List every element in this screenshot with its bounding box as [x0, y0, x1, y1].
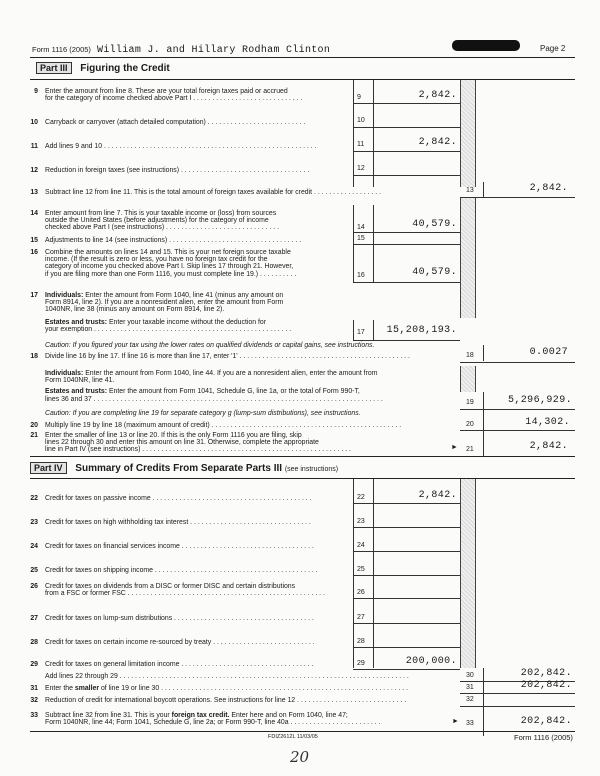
box-label: 19	[466, 399, 474, 406]
part3-heading	[36, 62, 170, 74]
part3-tag: Part III	[36, 62, 72, 74]
box-label: 33	[466, 720, 474, 727]
divider	[30, 79, 575, 80]
line-23: 23 Credit for taxes on high withholding tax interest . . . . . . . . . . . . . . . . . . . . . . . . . . . . . . . .	[30, 519, 311, 526]
divider	[30, 731, 575, 732]
row-rule	[460, 362, 575, 363]
box-divider	[483, 345, 484, 361]
box-label: 26	[357, 589, 365, 596]
box-label: 24	[357, 542, 365, 549]
amount-line-29: 200,000.	[405, 656, 457, 667]
form-id: Form 1116 (2005)	[32, 45, 91, 54]
line-26: 26 Credit for taxes on dividends from a DISC or former DISC and certain distributions from a FSC or former FSC . . . . . . . . . . . . . . . . . . . . . . . . . . . . . . . . . . . . . . . . . . . . . . . . . . . .	[30, 583, 325, 598]
box-label: 10	[357, 117, 365, 124]
line-13: 13 Subtract line 12 from line 11. This is the total amount of foreign taxes available for credit . . . . . . . . . . . . . . . . . .	[30, 189, 382, 196]
box-label: 12	[357, 165, 365, 172]
box-divider	[483, 668, 484, 736]
box-divider	[353, 80, 354, 187]
amount-line-30: 202,842.	[520, 668, 572, 679]
line-25: 25 Credit for taxes on shipping income . . . . . . . . . . . . . . . . . . . . . . . . . . . . . . . . . . . . . . . . . . .	[30, 567, 318, 574]
row-rule	[353, 551, 460, 552]
box-label: 16	[357, 272, 365, 279]
amount-line-14: 40,579.	[412, 219, 457, 230]
box-label: 28	[357, 638, 365, 645]
box-label: 11	[357, 141, 365, 148]
redaction-mark	[452, 40, 520, 51]
shaded-column	[460, 366, 476, 392]
line-10: 10 Carryback or carryover (attach detailed computation) . . . . . . . . . . . . . . . . . . . . . . . . . .	[30, 119, 306, 126]
box-label: 31	[466, 684, 474, 691]
box-label: 29	[357, 660, 365, 667]
row-rule	[353, 527, 460, 528]
box-label: 25	[357, 566, 365, 573]
caution-line-17: Caution: If you figured your tax using the lower rates on qualified dividends or capital gains, see instructions.	[45, 342, 375, 349]
box-label: 15	[357, 235, 365, 242]
box-divider	[373, 320, 374, 341]
row-rule	[353, 575, 460, 576]
arrow-right-icon: ►	[451, 444, 458, 451]
line-14: 14 Enter amount from line 7. This is your taxable income or (loss) from sources outside the United States (before adjustments) for the category of income checked above Part I (see instructions) . . . . . . . . . . . . . . . . . . . . . . . . . . . . . .	[30, 210, 279, 232]
row-rule	[353, 127, 460, 128]
arrow-right-icon: ►	[452, 718, 459, 725]
line-31: 31 Enter the smaller of line 19 or line 30 . . . . . . . . . . . . . . . . . . . . . . . . . . . . . . . . . . . . . . . . . . . . . . . . . . . . . . . . . . . . . . . . .	[30, 685, 409, 692]
box-label: 27	[357, 614, 365, 621]
page-number: Page 2	[540, 44, 566, 53]
amount-line-33: 202,842.	[520, 716, 572, 727]
part4-heading	[30, 462, 338, 474]
line-30: Add lines 22 through 29 . . . . . . . . . . . . . . . . . . . . . . . . . . . . . . . . . . . . . . . . . . . . . . . . . . . . . . . . . . . . . . . . . . . . . . . . . . . .	[45, 673, 409, 680]
line-19: Individuals: Enter the amount from Form 1040, line 44. If you are a nonresident alien, enter the amount from Form 1040NR, line 41. Estates and trusts: Enter the amount from Form 1041, Schedule G, line 1a, or the total of Form 990-T, lines 36 and 37 . . . . . . . . . . . . . . . . . . . . . . . . . . . . . . . . . . . . . . . . . . . . . . . . . . . . . . . . . . . . . . . . . . . . . . . . . . . .	[45, 370, 383, 403]
box-divider	[373, 80, 374, 187]
line-22: 22 Credit for taxes on passive income . . . . . . . . . . . . . . . . . . . . . . . . . . . . . . . . . . . . . . . . . .	[30, 495, 312, 502]
amount-line-16: 40,579.	[412, 267, 457, 278]
box-label: 14	[357, 224, 365, 231]
line-21: 21 Enter the smaller of line 13 or line 20. If this is the only Form 1116 you are filing, skip lines 22 through 30 and enter this amount on line 31. Otherwise, complete the appropriate line in Part IV (see instructions) . . . . . . . . . . . . . . . . . . . . . . . . . . . . . . . . . . . . . . . . . . . . . . . . . . . . . . .	[30, 432, 351, 454]
part4-title: Summary of Credits From Separate Parts III	[75, 463, 283, 474]
row-rule	[353, 340, 460, 341]
part4-subtitle: (see instructions)	[284, 466, 339, 473]
row-rule	[460, 197, 575, 198]
box-label: 17	[357, 329, 365, 336]
row-rule	[353, 232, 460, 233]
box-divider	[483, 392, 484, 457]
amount-line-21: 2,842.	[529, 441, 568, 452]
line-9: 9 Enter the amount from line 8. These are your total foreign taxes paid or accrued for the category of income checked above Part I . . . . . . . . . . . . . . . . . . . . . . . . . . . . .	[34, 88, 303, 103]
part3-title: Figuring the Credit	[80, 63, 170, 74]
box-divider	[373, 479, 374, 668]
box-label: 32	[466, 696, 474, 703]
shaded-column	[460, 198, 476, 318]
line-20: 20 Multiply line 19 by line 18 (maximum amount of credit) . . . . . . . . . . . . . . . . . . . . . . . . . . . . . . . . . . . . . . . . . . . . . . . . . .	[30, 422, 402, 429]
line-32: 32 Reduction of credit for international boycott operations. See instructions for line 12 . . . . . . . . . . . . . . . . . . . . . . . . . . . . .	[30, 697, 407, 704]
box-divider	[353, 320, 354, 341]
row-rule	[460, 706, 575, 707]
box-label: 13	[466, 187, 474, 194]
row-rule	[353, 598, 460, 599]
box-label: 9	[357, 94, 361, 101]
amount-line-22: 2,842.	[418, 490, 457, 501]
row-rule	[353, 669, 460, 670]
row-rule	[353, 244, 460, 245]
handwritten-page-number: 20	[290, 748, 310, 766]
shaded-column	[460, 80, 476, 187]
row-rule	[353, 175, 460, 176]
amount-line-20: 14,302.	[525, 417, 570, 428]
footer-form-label: Form 1116 (2005)	[514, 733, 573, 742]
line-27: 27 Credit for taxes on lump-sum distributions . . . . . . . . . . . . . . . . . . . . . . . . . . . . . . . . . . . . .	[30, 615, 314, 622]
line-15: 15 Adjustments to line 14 (see instructions) . . . . . . . . . . . . . . . . . . . . . . . . . . . . . . . . . . .	[30, 237, 302, 244]
row-rule	[353, 151, 460, 152]
row-rule	[353, 503, 460, 504]
row-rule	[353, 647, 460, 648]
box-divider	[353, 479, 354, 668]
row-rule	[460, 693, 575, 694]
footer-code: FDIZ2612L 11/03/05	[268, 734, 318, 740]
line-29: 29 Credit for taxes on general limitation income . . . . . . . . . . . . . . . . . . . . . . . . . . . . . . . . . . .	[30, 661, 314, 668]
line-12: 12 Reduction in foreign taxes (see instructions) . . . . . . . . . . . . . . . . . . . . . . . . . . . . . . . . . .	[30, 167, 310, 174]
line-11: 11 Add lines 9 and 10 . . . . . . . . . . . . . . . . . . . . . . . . . . . . . . . . . . . . . . . . . . . . . . . . . . . . . . . .	[30, 143, 317, 150]
row-rule	[353, 103, 460, 104]
amount-line-17: 15,208,193.	[386, 325, 457, 336]
line-17: 17 Individuals: Enter the amount from Form 1040, line 41 (minus any amount on Form 8914, line 2). If you are a nonresident alien, enter the amount from Form 1040NR, line 38 (minus any amount on Form 8914, line 2). Estates and trusts: Enter your taxable income without the deduction for your exemption . . . . . . . . . . . . . . . . . . . . . . . . . . . . . . . . . . . . . . . . . . . . . . . . . . . .	[30, 292, 292, 333]
amount-line-18: 0.0027	[529, 347, 568, 358]
divider	[30, 478, 575, 479]
line-28: 28 Credit for taxes on certain income re-sourced by treaty . . . . . . . . . . . . . . . . . . . . . . . . . . .	[30, 639, 315, 646]
box-divider	[483, 182, 484, 198]
row-rule	[460, 430, 575, 431]
box-label: 21	[466, 446, 474, 453]
box-label: 22	[357, 494, 365, 501]
divider	[30, 456, 575, 457]
box-label: 23	[357, 518, 365, 525]
row-rule	[353, 623, 460, 624]
shaded-column	[460, 479, 476, 668]
box-label: 20	[466, 421, 474, 428]
amount-line-11: 2,842.	[418, 137, 457, 148]
amount-line-19: 5,296,929.	[507, 395, 572, 406]
line-33: 33 Subtract line 32 from line 31. This is your foreign tax credit. Enter here and on Form 1040, line 47; Form 1040NR, line 44; Form 1041, Schedule G, line 2a; or Form 990-T, line 40a . . . . . . . . . . . . . . . . . . . . . . . .	[30, 712, 381, 727]
divider	[30, 57, 575, 58]
amount-line-9: 2,842.	[418, 90, 457, 101]
amount-line-31: 202,842.	[520, 680, 572, 691]
amount-line-13: 2,842.	[529, 183, 568, 194]
line-16: 16 Combine the amounts on lines 14 and 15. This is your net foreign source taxable income. (If the result is zero or less, you have no foreign tax credit for the category of income you checked above Part I. Skip lines 17 through 21. However, if you are filing more than one Form 1116, you must complete line 19.) . . . . . . . . . .	[30, 249, 297, 278]
form-header	[32, 45, 330, 56]
line-24: 24 Credit for taxes on financial services income . . . . . . . . . . . . . . . . . . . . . . . . . . . . . . . . . . .	[30, 543, 314, 550]
part4-tag: Part IV	[30, 462, 67, 474]
row-rule	[353, 282, 460, 283]
box-label: 30	[466, 672, 474, 679]
caution-line-19: Caution: If you are completing line 19 for separate category g (lump-sum distributions), see instructions.	[45, 410, 361, 417]
taxpayer-names: William J. and Hillary Rodham Clinton	[97, 45, 331, 56]
line-18: 18 Divide line 16 by line 17. If line 16 is more than line 17, enter '1' . . . . . . . . . . . . . . . . . . . . . . . . . . . . . . . . . . . . . . . . . . . . .	[30, 353, 410, 360]
row-rule	[460, 409, 575, 410]
box-label: 18	[466, 352, 474, 359]
